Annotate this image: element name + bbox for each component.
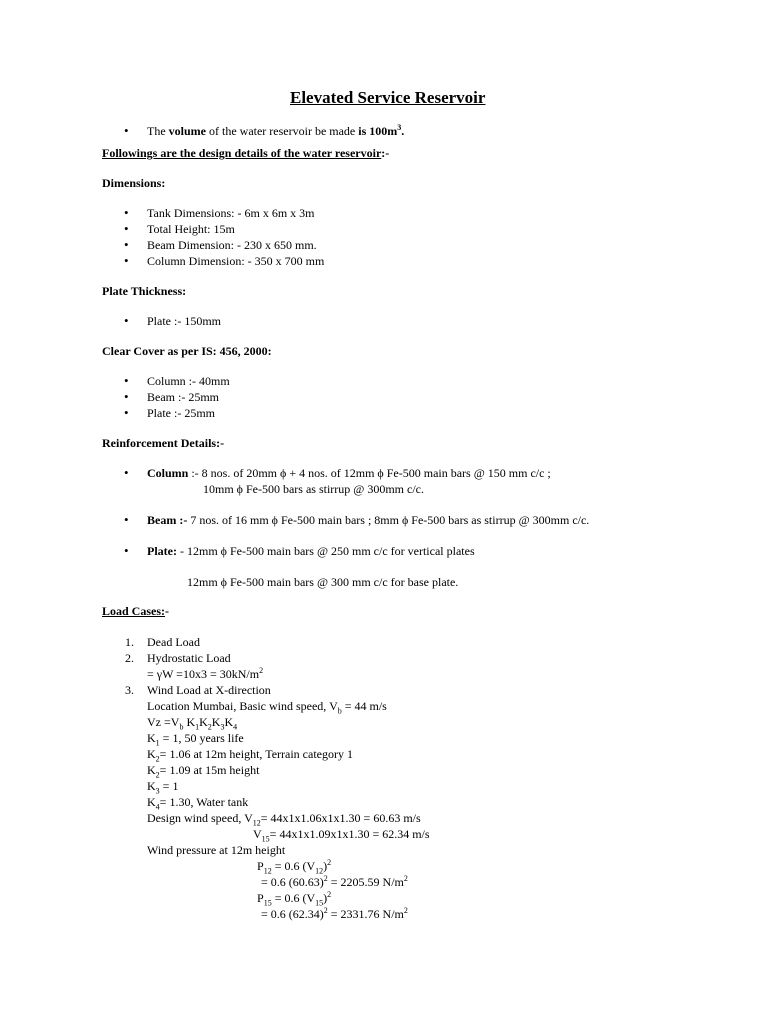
list-item: Tank Dimensions: - 6m x 6m x 3m [147, 206, 315, 220]
k2a-b: = 1.06 at 12m height, Terrain category 1 [159, 747, 353, 761]
k4-line [147, 795, 249, 812]
vz-b: K [183, 715, 196, 729]
vz-a: Vz =V [147, 715, 180, 729]
dws2-b: = 44x1x1.09x1x1.30 = 62.34 m/s [269, 827, 430, 841]
design-heading-text: Followings are the design details of the water reservoir [102, 146, 382, 160]
loc-post: = 44 m/s [341, 699, 387, 713]
k3-line [147, 779, 179, 796]
reinforcement-heading: Reinforcement Details:- [102, 436, 225, 450]
list-item: Column :- 40mm [147, 374, 230, 388]
beam-text: 7 nos. of 16 mm ϕ Fe-500 main bars ; 8mm ϕ Fe-500 bars as stirrup @ 300mm c/c. [187, 513, 590, 527]
p15-b: = 0.6 (V [271, 891, 316, 905]
p12-e: 2 [327, 858, 332, 867]
p12v-a: = 0.6 (60.63) [261, 875, 324, 889]
hydro-exp: 2 [259, 666, 264, 675]
p12-s2: 12 [315, 866, 324, 876]
k2b-b: = 1.09 at 15m height [159, 763, 260, 777]
bullet-icon: • [124, 373, 129, 388]
plate-thickness-heading: Plate Thickness: [102, 284, 187, 298]
dws2-a: V [253, 827, 262, 841]
p15-value [261, 907, 408, 921]
column-label: Column [147, 466, 189, 480]
k3-a: K [147, 779, 156, 793]
p12v-b: = 2205.59 N/m [327, 875, 404, 889]
k1-a: K [147, 731, 156, 745]
load-case-item: Dead Load [147, 635, 200, 649]
list-number: 1. [125, 635, 134, 649]
list-number: 3. [125, 683, 134, 697]
load-cases-heading-text: Load Cases: [102, 604, 166, 618]
intro-text [147, 124, 404, 138]
p15v-e: 2 [323, 906, 328, 915]
load-case-item: Hydrostatic Load [147, 651, 231, 665]
load-cases-heading-suffix: - [165, 604, 170, 618]
column-line1: :- 8 nos. of 20mm ϕ + 4 nos. of 12mm ϕ Fe-500 main bars @ 150 mm c/c ; [188, 466, 551, 480]
hydrostatic-formula [147, 667, 263, 681]
p15v-a: = 0.6 (62.34) [261, 907, 324, 921]
k3-s: 3 [155, 786, 160, 796]
vz-s4: 3 [220, 722, 225, 732]
bullet-icon: • [124, 253, 129, 268]
bullet-icon: • [124, 123, 129, 138]
p12v-e: 2 [323, 874, 328, 883]
p15-s2: 15 [315, 898, 324, 908]
intro-end: . [401, 124, 405, 138]
reinforcement-plate-line2: 12mm ϕ Fe-500 main bars @ 300 mm c/c for base plate. [187, 575, 459, 589]
dws2-s: 15 [261, 834, 270, 844]
p15v-e2: 2 [403, 906, 408, 915]
wind-pressure-heading: Wind pressure at 12m height [147, 843, 286, 857]
vz-s3: 2 [207, 722, 212, 732]
p15-s: 15 [263, 898, 272, 908]
k3-b: = 1 [159, 779, 179, 793]
list-item: Beam :- 25mm [147, 390, 219, 404]
k2b-a: K [147, 763, 156, 777]
list-item: Plate :- 150mm [147, 314, 221, 328]
p12-b: = 0.6 (V [271, 859, 316, 873]
p15v-b: = 2331.76 N/m [327, 907, 404, 921]
reinforcement-column [147, 466, 551, 480]
p12-c: ) [323, 859, 328, 873]
location-line [147, 699, 387, 716]
p12-value [261, 875, 408, 889]
plate-label: Plate: [147, 544, 177, 558]
bullet-icon: • [124, 543, 129, 558]
intro-value: is 100m [358, 124, 398, 138]
p12-a: P [257, 859, 264, 873]
list-number: 2. [125, 651, 134, 665]
intro-exp: 3 [397, 123, 402, 132]
reinforcement-beam [147, 513, 589, 527]
hydro-text: = γW =10x3 = 30kN/m [147, 667, 260, 681]
clear-cover-heading: Clear Cover as per IS: 456, 2000: [102, 344, 272, 358]
vz-d: K [211, 715, 221, 729]
load-case-item: Wind Load at X-direction [147, 683, 271, 697]
bullet-icon: • [124, 512, 129, 527]
k1-line [147, 731, 244, 748]
dws1-a: Design wind speed, V [147, 811, 253, 825]
design-wind-speed-12 [147, 811, 421, 828]
list-item: Total Height: 15m [147, 222, 235, 236]
bullet-icon: • [124, 465, 129, 480]
bullet-icon: • [124, 313, 129, 328]
p12-s: 12 [263, 866, 272, 876]
p15-e: 2 [327, 890, 332, 899]
dimensions-heading: Dimensions: [102, 176, 166, 190]
page-title: Elevated Service Reservoir [290, 88, 486, 107]
bullet-icon: • [124, 221, 129, 236]
k4-s: 4 [155, 802, 160, 812]
p12v-e2: 2 [403, 874, 408, 883]
k2a-a: K [147, 747, 156, 761]
intro-pre: The [147, 124, 169, 138]
p12-formula [257, 858, 332, 876]
dws1-b: = 44x1x1.06x1x1.30 = 60.63 m/s [260, 811, 421, 825]
beam-label: Beam :- [147, 513, 188, 527]
loc-sub: b [337, 706, 342, 716]
intro-mid: of the water reservoir be made [206, 124, 359, 138]
vz-c: K [199, 715, 208, 729]
k1-b: = 1, 50 years life [159, 731, 244, 745]
bullet-icon: • [124, 205, 129, 220]
list-item: Column Dimension: - 350 x 700 mm [147, 254, 325, 268]
design-wind-speed-15 [253, 827, 430, 844]
vz-s1: b [179, 722, 184, 732]
k4-b: = 1.30, Water tank [159, 795, 249, 809]
intro-volume-word: volume [168, 124, 206, 138]
bullet-icon: • [124, 405, 129, 420]
load-cases-heading [102, 604, 169, 618]
k2a-s: 2 [155, 754, 160, 764]
reinforcement-column-line2: 10mm ϕ Fe-500 bars as stirrup @ 300mm c/c. [203, 482, 425, 496]
p15-c: ) [323, 891, 328, 905]
k2-15m-line [147, 763, 260, 780]
vz-formula [147, 715, 238, 732]
k2b-s: 2 [155, 770, 160, 780]
list-item: Beam Dimension: - 230 x 650 mm. [147, 238, 317, 252]
design-heading [102, 146, 389, 160]
bullet-icon: • [124, 237, 129, 252]
design-heading-suffix: :- [381, 146, 390, 160]
reinforcement-plate [147, 544, 475, 558]
k4-a: K [147, 795, 156, 809]
k1-s: 1 [155, 738, 160, 748]
bullet-icon: • [124, 389, 129, 404]
vz-s5: 4 [233, 722, 238, 732]
p15-a: P [257, 891, 264, 905]
vz-s2: 1 [195, 722, 200, 732]
dws1-s: 12 [252, 818, 261, 828]
plate-text: - 12mm ϕ Fe-500 main bars @ 250 mm c/c for vertical plates [176, 544, 475, 558]
list-item: Plate :- 25mm [147, 406, 215, 420]
vz-e: K [224, 715, 234, 729]
k2-12m-line [147, 747, 353, 764]
loc-pre: Location Mumbai, Basic wind speed, V [147, 699, 338, 713]
p15-formula [257, 890, 332, 908]
